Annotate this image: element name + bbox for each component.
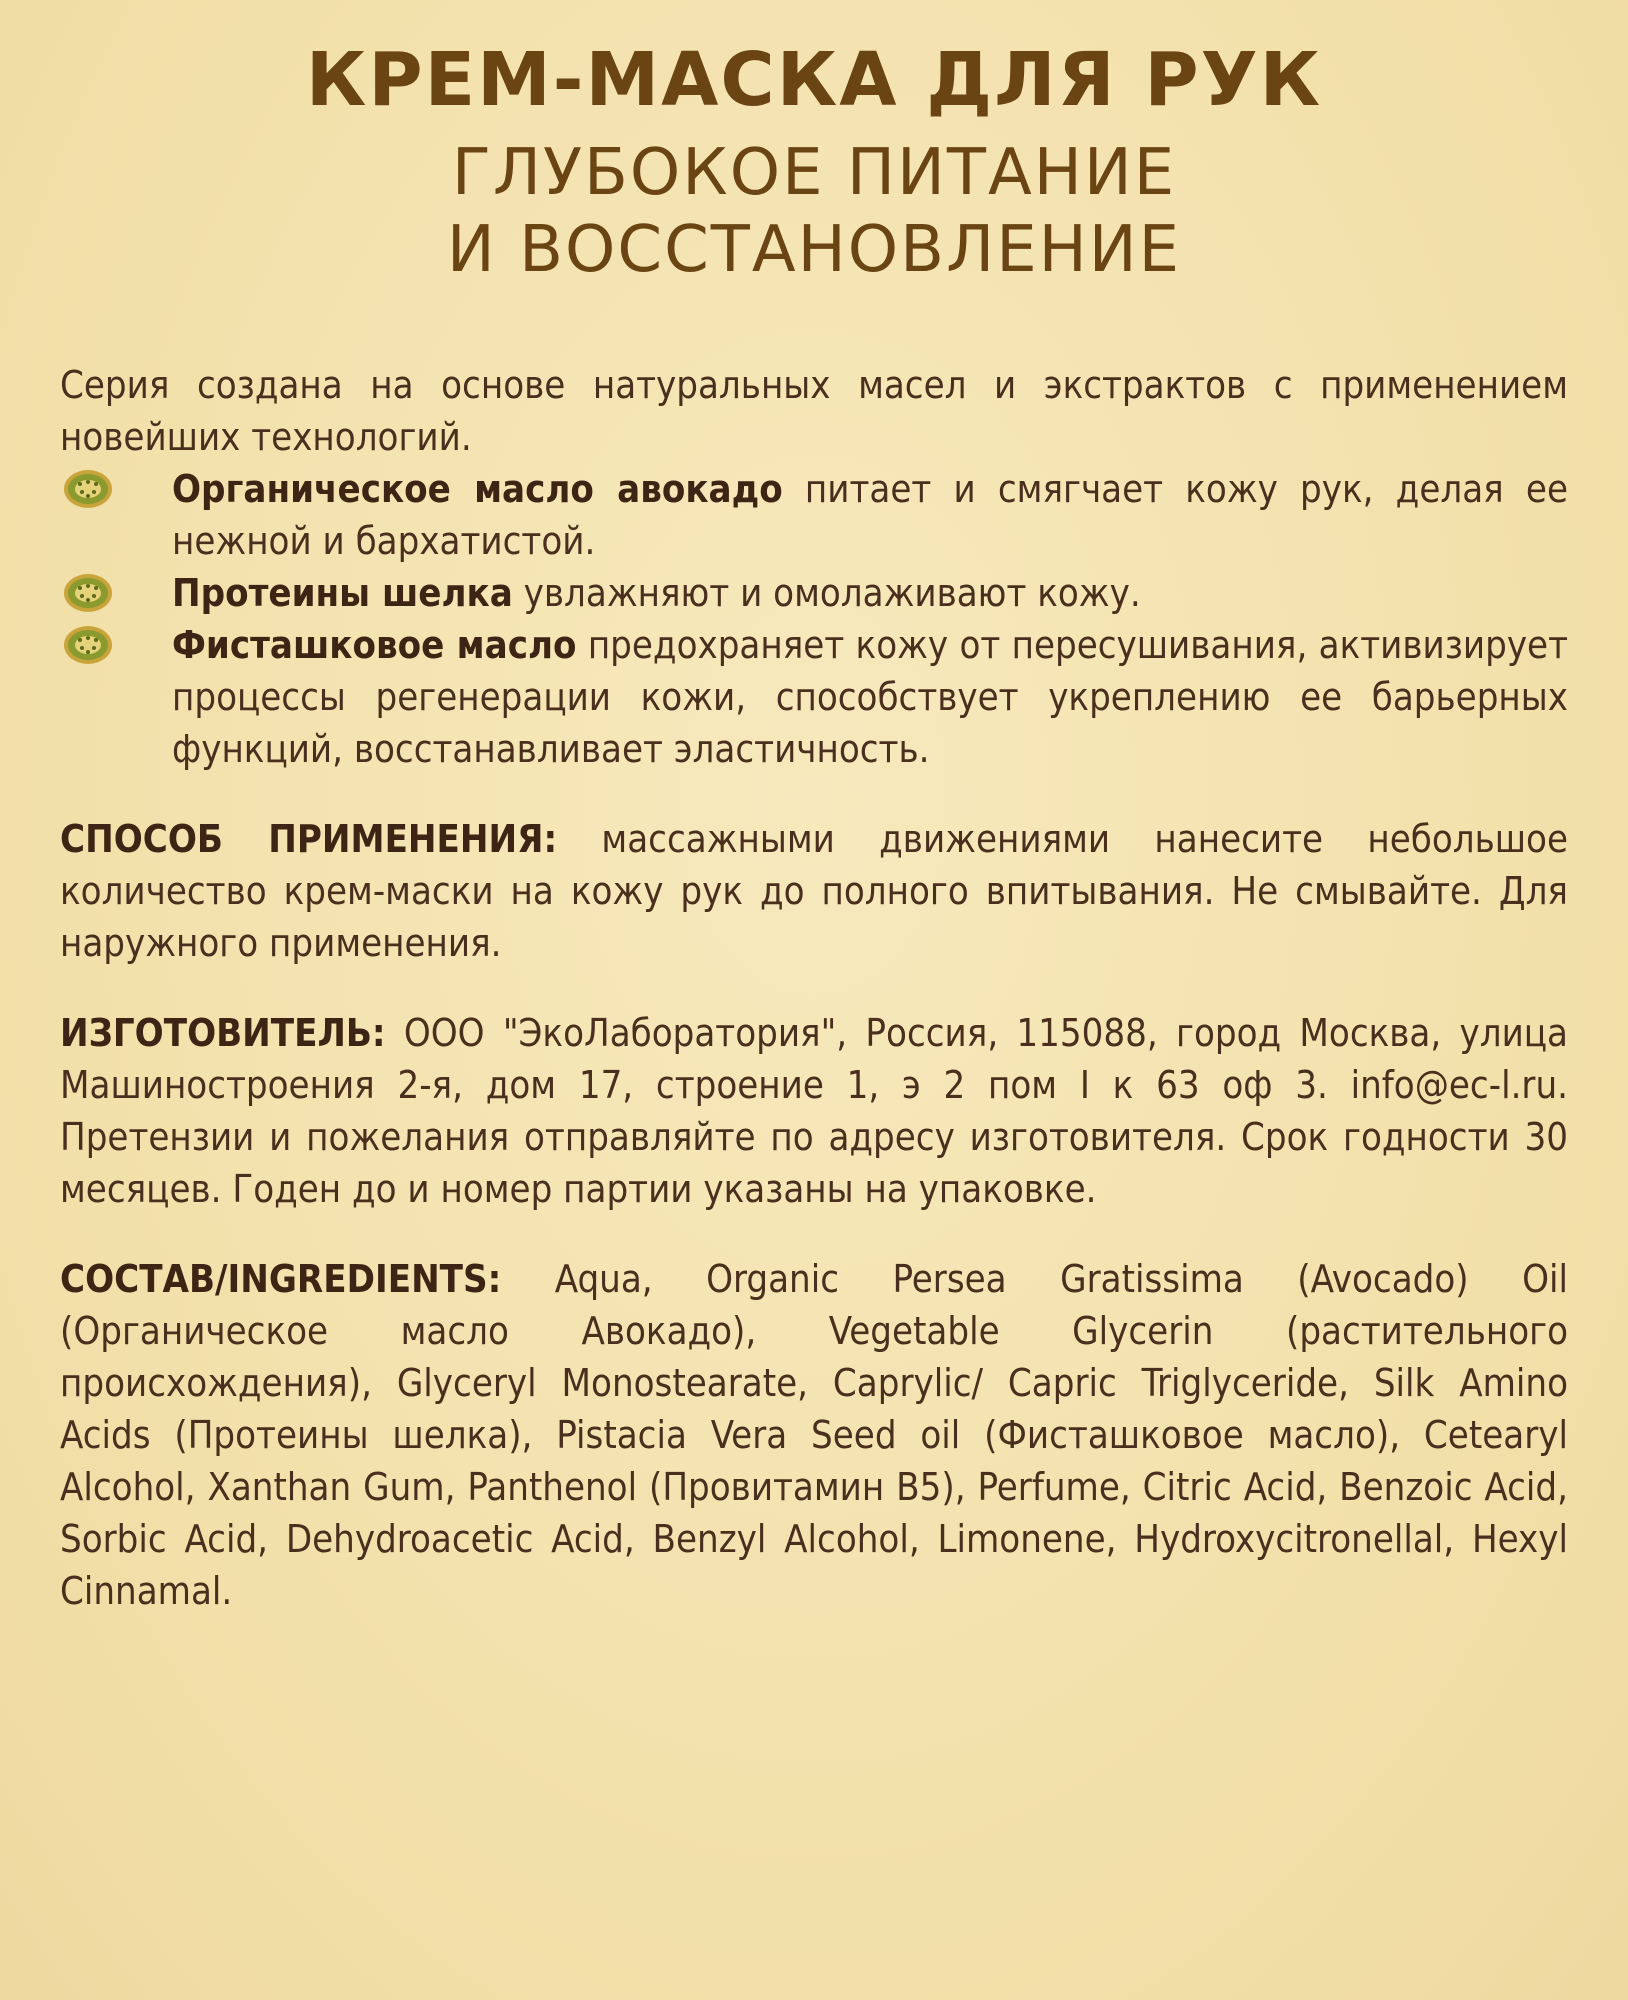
benefit-item-avocado	[60, 463, 1568, 567]
benefit-text: питает и смягчает кожу рук, делая ее нежной и бархатистой.	[172, 466, 1568, 563]
benefit-text: предохраняет кожу от пересушивания, активизирует процессы регенерации кожи, способствует укреплению ее барьерных функций, восстанавливает эластичность.	[172, 622, 1569, 771]
manufacturer-label: ИЗГОТОВИТЕЛЬ:	[60, 1010, 386, 1055]
product-subtitle-line2: И ВОССТАНОВЛЕНИЕ	[446, 213, 1182, 288]
ingredients-section	[60, 1253, 1568, 1617]
usage-section	[60, 813, 1568, 969]
ingredients-label: СОСТАВ/INGREDIENTS:	[60, 1256, 502, 1301]
seed-icon	[60, 623, 116, 667]
seed-icon	[60, 571, 116, 615]
benefit-bold: Протеины шелка	[172, 570, 513, 615]
benefit-item-silk	[60, 567, 1568, 619]
benefit-bold: Органическое масло авокадо	[172, 466, 783, 511]
seed-icon	[60, 467, 116, 511]
usage-label: СПОСОБ ПРИМЕНЕНИЯ:	[60, 816, 558, 861]
benefit-item-pistachio	[60, 619, 1568, 775]
ingredients-text: Aqua, Organic Persea Gratissima (Avocado) Oil (Органическое масло Авокадо), Vegetable Glycerin (растительного происхождения), Glyceryl Monostearate, Caprylic/ Capric Triglyceride, Silk Amino Acids (Протеины шелка), Pistacia Vera Seed oil (Фисташковое масло), Cetearyl Alcohol, Xanthan Gum, Panthenol (Провитамин B5), Perfume, Citric Acid, Benzoic Acid, Sorbic Acid, Dehydroacetic Acid, Benzyl Alcohol, Limonene, Hydroxycitronellal, Hexyl Cinnamal.	[60, 1256, 1568, 1613]
benefit-text: увлажняют и омолаживают кожу.	[512, 570, 1141, 615]
benefits-list	[60, 463, 1568, 775]
benefit-bold: Фисташковое масло	[172, 622, 577, 667]
manufacturer-text: ООО "ЭкоЛаборатория", Россия, 115088, город Москва, улица Машиностроения 2-я, дом 17, строение 1, э 2 пом I к 63 оф 3. info@ec-l.ru. Претензии и пожелания отправляйте по адресу изготовителя. Срок годности 30 месяцев. Годен до и номер партии указаны на упаковке.	[60, 1010, 1568, 1211]
product-subtitle-line1: ГЛУБОКОЕ ПИТАНИЕ	[451, 136, 1177, 211]
manufacturer-section	[60, 1007, 1568, 1215]
intro-paragraph: Серия создана на основе натуральных масел и экстрактов с применением новейших технологий.	[60, 362, 1568, 459]
usage-text: массажными движениями нанесите небольшое количество крем-маски на кожу рук до полного впитывания. Не смывайте. Для наружного применения.	[60, 816, 1568, 965]
product-title: КРЕМ-МАСКА ДЛЯ РУК	[305, 37, 1323, 123]
